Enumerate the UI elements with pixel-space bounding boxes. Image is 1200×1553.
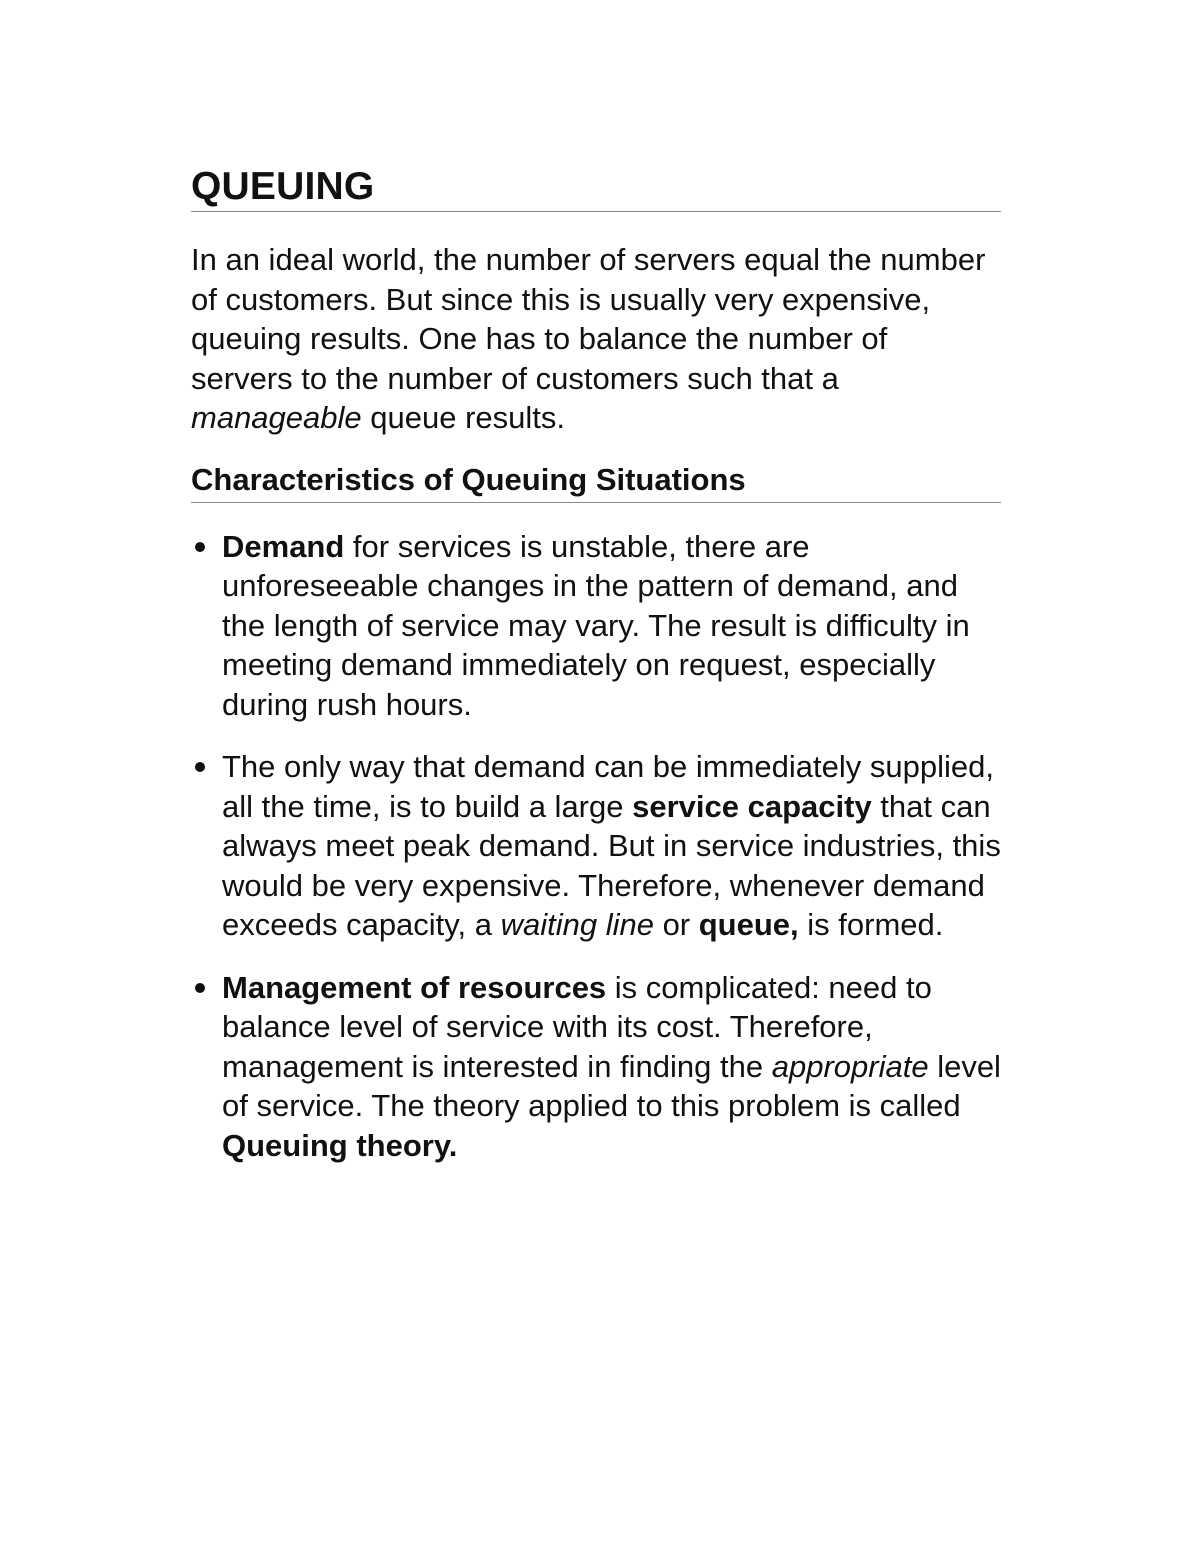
item-text: The only way that demand can be immediately supplied, all the time, is to build a large	[222, 749, 994, 824]
item-text: that can always meet peak demand. But in service industries, this would be very expensive. Therefore, whenever demand exceeds capacity, a	[222, 788, 1001, 942]
item-text: or	[653, 907, 699, 942]
bold-term: Queuing theory.	[222, 1127, 458, 1163]
item-text: is formed.	[798, 907, 944, 942]
bold-term: service capacity	[632, 788, 872, 824]
list-item-demand	[191, 527, 1002, 725]
document-page	[191, 165, 1001, 1188]
bullet-icon	[195, 542, 205, 552]
item-text: level of service. The theory applied to this problem is called	[222, 1048, 1001, 1123]
characteristics-list	[191, 527, 1001, 1166]
bold-term: Management of resources	[222, 969, 607, 1005]
intro-text: In an ideal world, the number of servers equal the number of customers. But since this is usually very expensive, queuing results. One has to balance the number of servers to the number of customers such that a	[191, 242, 986, 396]
bullet-icon	[195, 983, 205, 993]
bullet-icon	[195, 762, 205, 772]
bold-term: Demand	[222, 528, 345, 564]
intro-emphasis: manageable	[191, 400, 362, 435]
intro-paragraph	[191, 240, 991, 438]
item-text: is complicated: need to balance level of service with its cost. Therefore, management is interested in finding the	[222, 969, 932, 1084]
item-text: for services is unstable, there are unforeseeable changes in the pattern of demand, and the length of service may vary. The result is difficulty in meeting demand immediately on request, especially during rush hours.	[222, 528, 970, 722]
section-heading: Characteristics of Queuing Situations	[191, 462, 1001, 503]
list-item-capacity	[191, 747, 1002, 945]
italic-term: appropriate	[771, 1048, 929, 1084]
bold-term: queue,	[698, 907, 799, 942]
list-item-management	[191, 968, 1002, 1166]
intro-text-end: queue results.	[361, 400, 565, 435]
page-title: QUEUING	[191, 165, 1001, 212]
italic-term: waiting line	[500, 907, 654, 942]
